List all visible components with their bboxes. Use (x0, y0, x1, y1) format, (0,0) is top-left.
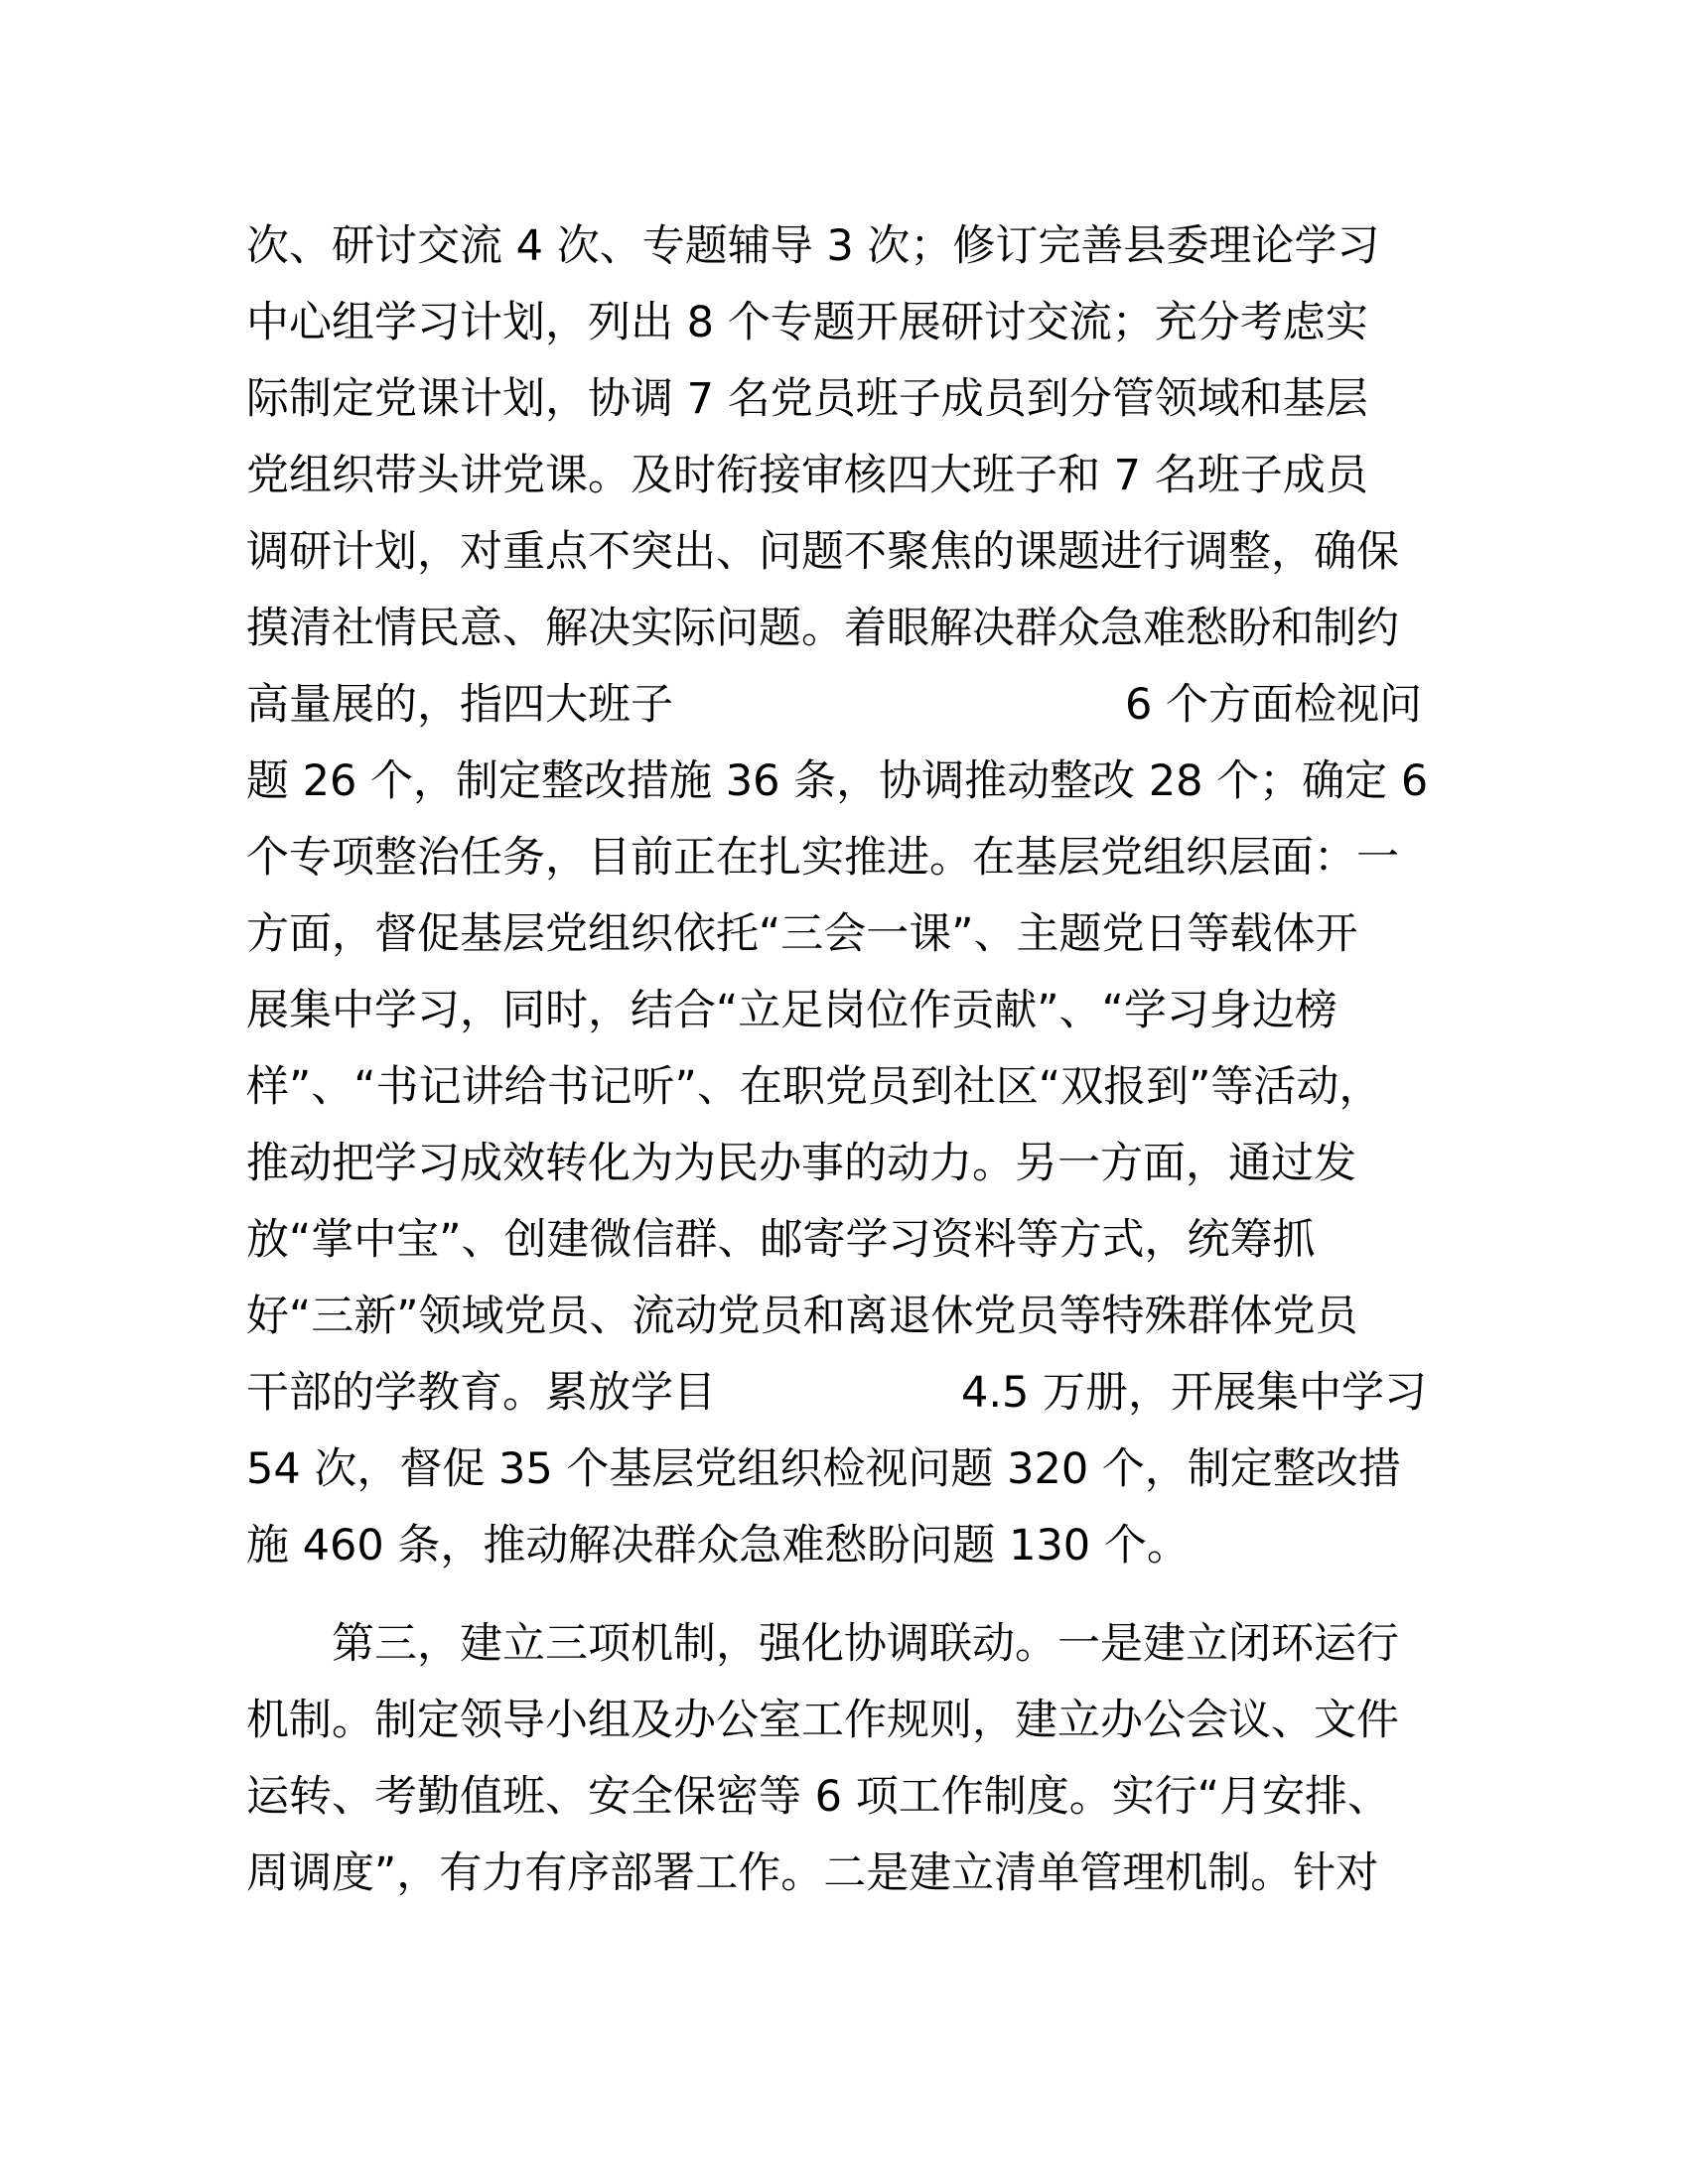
text-line-with-gap (246, 668, 1438, 742)
text-line: 调研计划，对重点不突出、问题不聚焦的课题进行调整，确保 (246, 527, 1399, 577)
text-line: 54 次，督促 35 个基层党组织检视问题 320 个，制定整改措 (246, 1444, 1401, 1494)
text-line: 党组织带头讲党课。及时衔接审核四大班子和 7 名班子成员 (246, 451, 1368, 500)
text-line: 机制。制定领导小组及办公室工作规则，建立办公会议、文件 (246, 1696, 1399, 1745)
text-line: 施 460 条，推动解决群众急难愁盼问题 130 个。 (246, 1521, 1190, 1570)
text-line: 运转、考勤值班、安全保密等 6 项工作制度。实行“月安排、 (246, 1772, 1390, 1822)
text-line: 样”、“书记讲给书记听”、在职党员到社区“双报到”等活动， (246, 1062, 1382, 1112)
text-segment-left: 高量展的，指四大班子 (246, 680, 673, 730)
text-segment-left: 干部的学教育。累放学目 (246, 1368, 716, 1418)
text-line: 际制定党课计划，协调 7 名党员班子成员到分管领域和基层 (246, 374, 1368, 424)
text-line: 放“掌中宝”、创建微信群、邮寄学习资料等方式，统筹抓 (246, 1215, 1316, 1265)
text-line: 个专项整治任务，目前正在扎实推进。在基层党组织层面：一 (246, 833, 1399, 883)
text-line: 推动把学习成效转化为为民办事的动力。另一方面，通过发 (246, 1139, 1356, 1188)
text-segment-right: 6 个方面检视问 (1125, 680, 1423, 730)
text-line-with-gap (246, 1356, 1438, 1430)
text-line: 题 26 个，制定整改措施 36 条，协调推动整改 28 个；确定 6 (246, 756, 1429, 806)
text-line: 好“三新”领域党员、流动党员和离退休党员等特殊群体党员 (246, 1292, 1358, 1341)
text-line: 周调度”，有力有序部署工作。二是建立清单管理机制。针对 (246, 1848, 1379, 1898)
text-segment-right: 4.5 万册，开展集中学习 (961, 1368, 1428, 1418)
text-line: 摸清社情民意、解决实际问题。着眼解决群众急难愁盼和制约 (246, 604, 1399, 653)
text-line: 方面，督促基层党组织依托“三会一课”、主题党日等载体开 (246, 909, 1358, 959)
text-line-indented: 第三，建立三项机制，强化协调联动。一是建立闭环运行 (332, 1619, 1399, 1669)
text-line: 中心组学习计划，列出 8 个专题开展研讨交流；充分考虑实 (246, 298, 1368, 347)
text-line: 展集中学习，同时，结合“立足岗位作贡献”、“学习身边榜 (246, 986, 1337, 1035)
text-line: 次、研讨交流 4 次、专题辅导 3 次；修订完善县委理论学习 (246, 221, 1380, 271)
